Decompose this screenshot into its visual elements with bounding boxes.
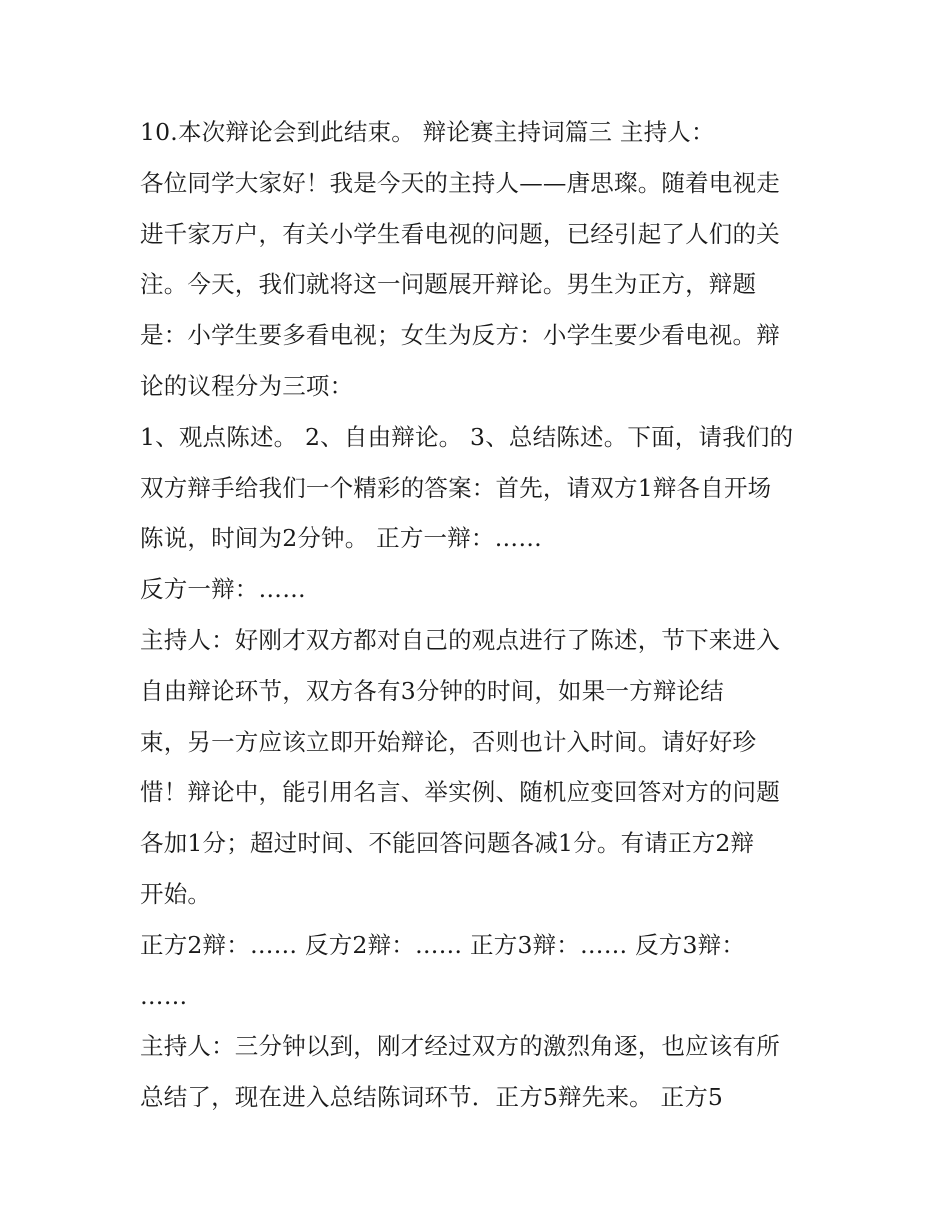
text-line: 主持人：好刚才双方都对自己的观点进行了陈述，节下来进入: [140, 625, 780, 654]
text-line: ……: [140, 981, 188, 1010]
text-line: 注。今天，我们就将这一问题展开辩论。男生为正方，辩题: [140, 270, 757, 299]
text-line: 惜！辩论中，能引用名言、举实例、随机应变回答对方的问题: [140, 778, 780, 807]
text-line: 各位同学大家好！我是今天的主持人——唐思璨。随着电视走: [140, 168, 780, 197]
text-line: 论的议程分为三项：: [140, 371, 354, 400]
text-line: 开始。: [140, 879, 212, 908]
text-line: 束，另一方应该立即开始辩论，否则也计入时间。请好好珍: [140, 727, 757, 756]
document-body: [140, 107, 820, 1123]
text-line: 双方辩手给我们一个精彩的答案：首先，请双方1辩各自开场: [140, 473, 772, 502]
text-line: 自由辩论环节，双方各有3分钟的时间，如果一方辩论结: [140, 676, 724, 705]
text-line: 总结了，现在进入总结陈词环节．正方5辩先来。 正方5: [140, 1083, 724, 1112]
text-line: 进千家万户，有关小学生看电视的问题，已经引起了人们的关: [140, 219, 780, 248]
text-line: 主持人：三分钟以到，刚才经过双方的激烈角逐，也应该有所: [140, 1032, 780, 1061]
text-line: 1、观点陈述。 2、自由辩论。 3、总结陈述。下面，请我们的: [140, 422, 794, 451]
text-line: 陈说，时间为2分钟。 正方一辩：……: [140, 524, 543, 553]
text-line: 正方2辩：…… 反方2辩：…… 正方3辩：…… 反方3辩：: [140, 930, 746, 959]
text-line: 10.本次辩论会到此结束。 辩论赛主持词篇三 主持人：: [140, 118, 715, 146]
text-line: 各加1分；超过时间、不能回答问题各减1分。有请正方2辩: [140, 829, 755, 858]
text-line: 反方一辩：……: [140, 575, 306, 604]
text-line: 是：小学生要多看电视；女生为反方：小学生要少看电视。辩: [140, 321, 780, 350]
